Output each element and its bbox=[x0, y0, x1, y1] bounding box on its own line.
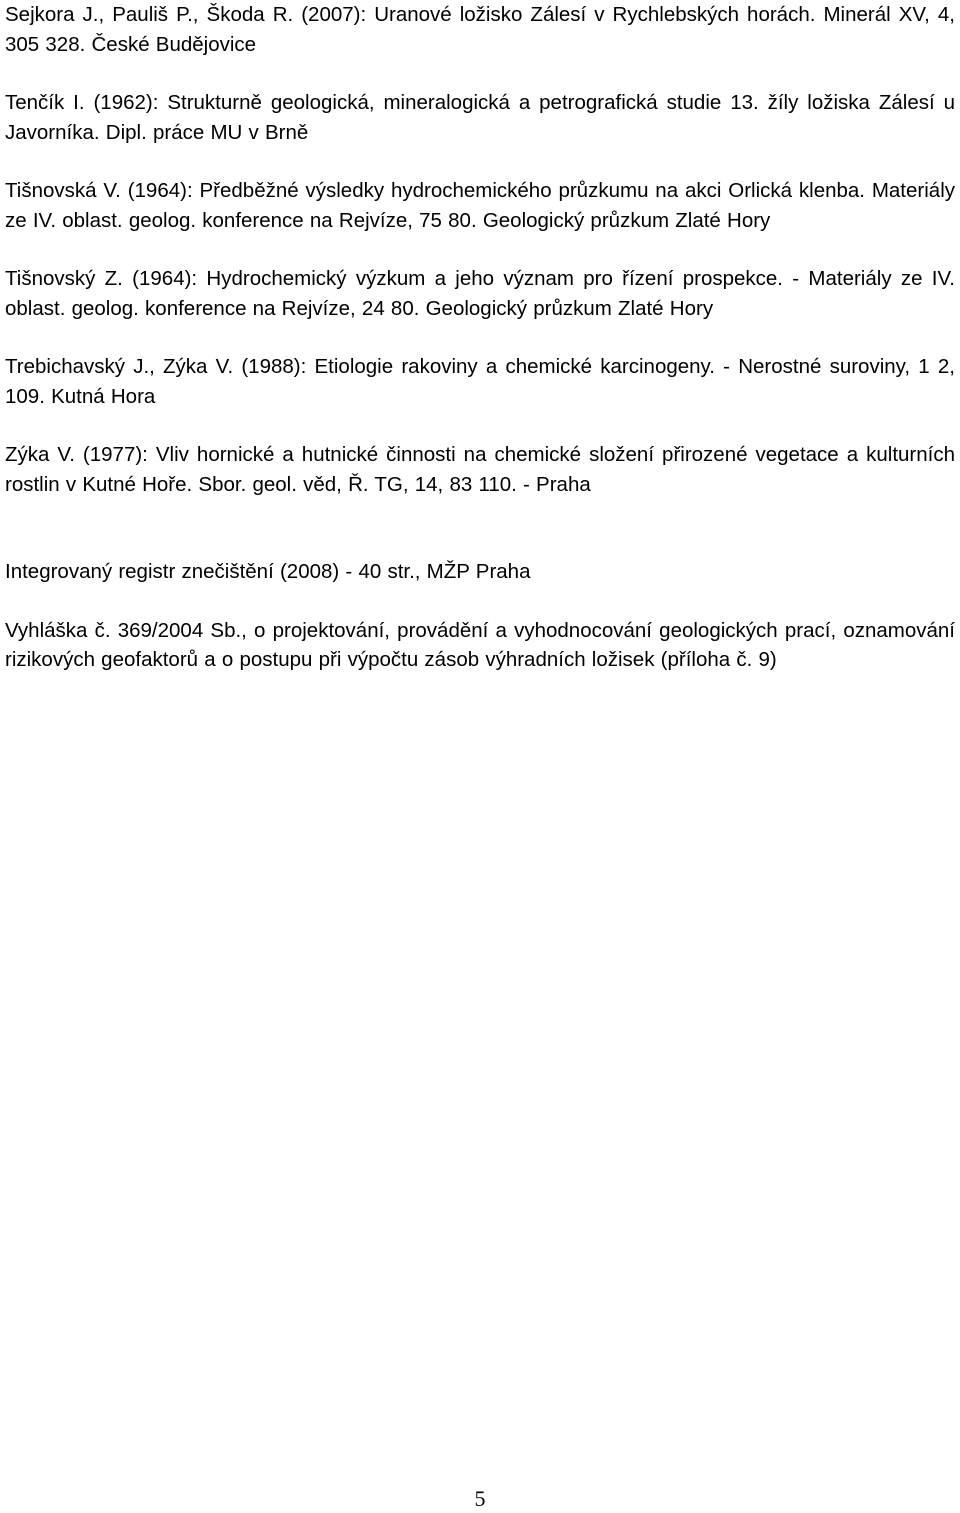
reference-list bbox=[5, 0, 955, 675]
reference-integrovany-registr-2008: Integrovaný registr znečištění (2008) - 40 str., MŽP Praha bbox=[5, 560, 531, 583]
reference-zyka-1977: Zýka V. (1977): Vliv hornické a hutnické činnosti na chemické složení přirozené vegetace a kulturních rostlin v Kutné Hoře. Sbor. geol. věd, Ř. TG, 14, 83 110. - Praha bbox=[5, 443, 955, 496]
reference-vyhlaska-369-2004: Vyhláška č. 369/2004 Sb., o projektování, provádění a vyhodnocování geologických prací, oznamování rizikových geofaktorů a o postupu při výpočtu zásob výhradních ložisek (příloha č. 9) bbox=[5, 618, 955, 671]
reference-trebichavsky-1988: Trebichavský J., Zýka V. (1988): Etiologie rakoviny a chemické karcinogeny. - Nerostné suroviny, 1 2, 109. Kutná Hora bbox=[5, 355, 955, 408]
reference-sejkora-2007: Sejkora J., Pauliš P., Škoda R. (2007): Uranové ložisko Zálesí v Rychlebských horách. Minerál XV, 4, 305 328. České Budějovice bbox=[5, 3, 955, 56]
reference-tencik-1962: Tenčík I. (1962): Strukturně geologická, mineralogická a petrografická studie 13. žíly ložiska Zálesí u Javorníka. Dipl. práce MU v Brně bbox=[5, 91, 955, 144]
reference-tisnovsky-1964: Tišnovský Z. (1964): Hydrochemický výzkum a jeho význam pro řízení prospekce. - Materiály ze IV. oblast. geolog. konference na Rejvíze, 24 80. Geologický průzkum Zlaté Hory bbox=[5, 267, 955, 320]
reference-tisnovska-1964: Tišnovská V. (1964): Předběžné výsledky hydrochemického průzkumu na akci Orlická klenba. Materiály ze IV. oblast. geolog. konference na Rejvíze, 75 80. Geologický průzkum Zlaté Hory bbox=[5, 179, 955, 232]
page-number: 5 bbox=[474, 1486, 486, 1511]
